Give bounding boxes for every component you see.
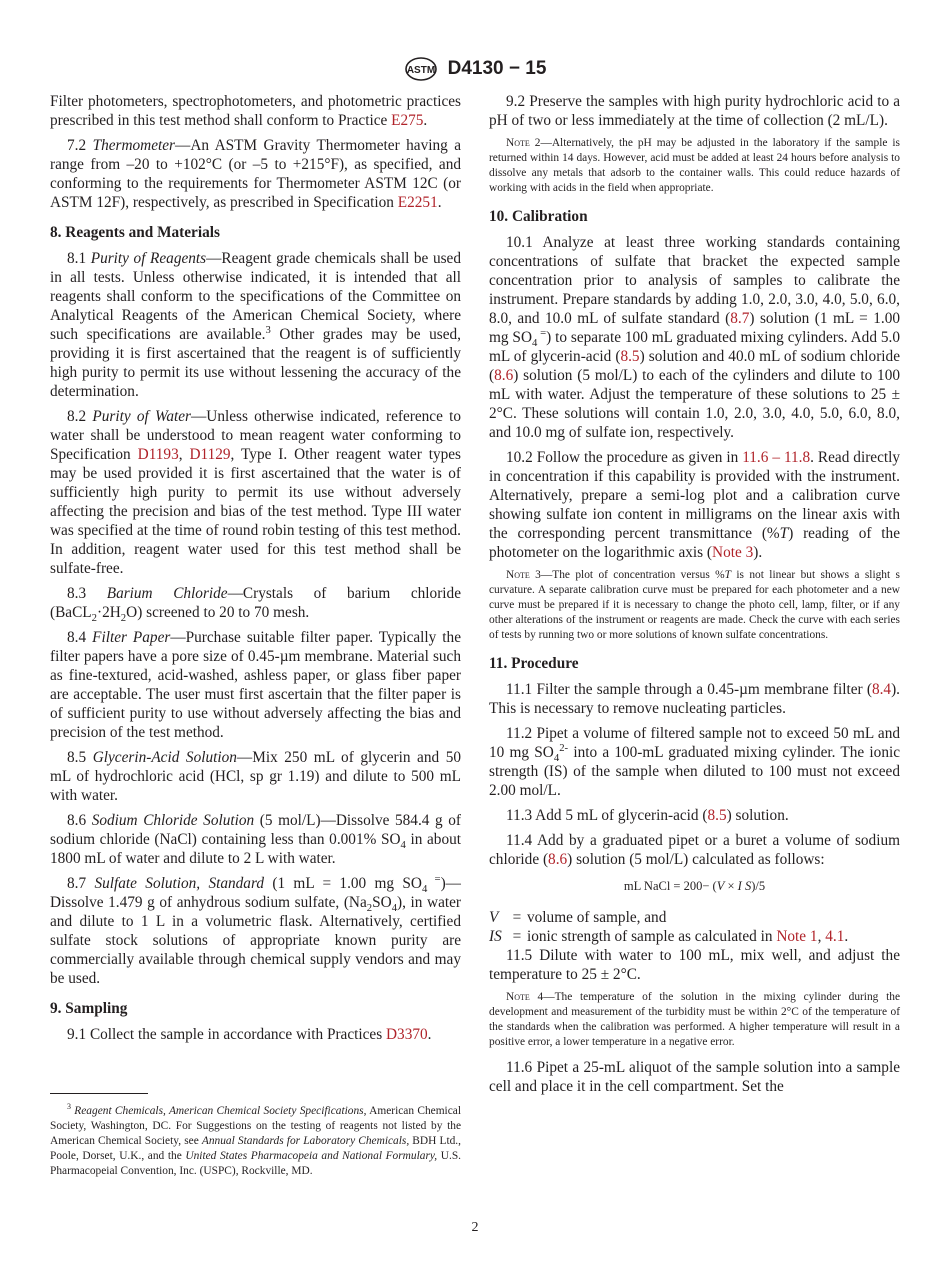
note — [489, 990, 900, 1050]
text-run: 11.5 Dilute with water to 100 mL, mix well, and adjust the temperature to 25 ± 2°C. — [489, 947, 900, 983]
astm-logo-icon — [404, 56, 438, 82]
paragraph — [50, 748, 461, 805]
document-designation: D4130 − 15 — [447, 58, 547, 79]
text-run: volume of sample, and — [527, 909, 667, 926]
page-number: 2 — [471, 1220, 479, 1235]
text-run: 10.2 Follow the procedure as given in — [506, 449, 743, 466]
text-run: 11.1 Filter the sample through a 0.45-µm membrane filter ( — [506, 681, 872, 698]
text-run: )/5 — [751, 879, 766, 893]
text-run: ) solution (5 mol/L) to each of the cylinders and dilute to 100 mL with water. Adjust the temperature of these solutions to 25 ± 2°C. These solutions will contain 1.0, 2.0, 3.0, 4.0, 5.0, 6.0, 8.0, and 10.0 mg of sulfate ion, respectively. — [489, 367, 900, 441]
note-label: Note 3 — [506, 569, 541, 581]
italic-text: Barium Chloride — [106, 585, 228, 602]
text-run: 10. Calibration — [489, 208, 588, 225]
text-run: —Purchase suitable filter paper. Typically the filter papers have a pore size of 0.45-µm membrane. Material such as fine-textured, acid-washed, ashless paper, or glass fiber paper are acceptable. The user must first ascertain that the filter paper is of sufficient purity to use without adversely affecting the bias and precision of the test method. — [50, 629, 461, 741]
superscript: 2- — [559, 741, 569, 754]
text-run: —An ASTM Gravity Thermometer having a range from –20 to +102°C (or –5 to +215°F), as specified, and conforming to the requirements for Thermometer ASTM 12C (or ASTM 12F), respectively, as prescribed in Specification — [50, 137, 462, 211]
superscript: = — [537, 326, 547, 339]
text-run: ) solution. — [726, 807, 789, 824]
text-run: 9.2 Preserve the samples with high purity hydrochloric acid to a pH of two or less immediately at the time of collection (2 mL/L). — [489, 93, 900, 129]
text-run: 8.6 — [67, 812, 92, 829]
variable-definition — [489, 927, 900, 946]
paragraph — [489, 680, 900, 718]
italic-text: Purity of Reagents — [90, 250, 207, 267]
cross-reference-link[interactable]: D3370 — [386, 1026, 428, 1043]
italic-text: Purity of Water — [92, 408, 191, 425]
italic-text: T — [779, 525, 789, 542]
text-run: . — [423, 112, 428, 129]
note-label: Note 2 — [506, 137, 541, 149]
text-run: . — [844, 928, 849, 945]
section-heading — [489, 654, 900, 673]
italic-text: I S — [737, 879, 752, 893]
cross-reference-link[interactable]: 8.5 — [707, 807, 727, 824]
cross-reference-link[interactable]: 11.6 – 11.8 — [742, 449, 811, 466]
paragraph — [489, 946, 900, 984]
svg-text:ASTM: ASTM — [406, 65, 435, 76]
cross-reference-link[interactable]: 8.6 — [494, 367, 514, 384]
text-run: ) solution and 40.0 mL of sodium chloride ( — [489, 348, 900, 384]
section-heading — [489, 207, 900, 226]
text-run: —Mix 250 mL of glycerin and 50 mL of hydrochloric acid (HCl, sp gr 1.19) and dilute to 500 mL with water. — [50, 749, 462, 804]
paragraph — [489, 806, 900, 825]
italic-text: Glycerin-Acid Solution — [92, 749, 237, 766]
superscript: = — [427, 872, 441, 885]
text-run: 9.1 Collect the sample in accordance with Practices — [67, 1026, 386, 1043]
text-run: ) solution (1 mL = 1.00 mg SO — [489, 310, 900, 346]
text-run: ) reading of the photometer on the logarithmic axis ( — [489, 525, 900, 561]
subscript: 4 — [421, 883, 428, 896]
page-header — [0, 56, 950, 82]
cross-reference-link[interactable]: D1193 — [137, 446, 179, 463]
text-run: 11.2 Pipet a volume of filtered sample not to exceed 50 mL and 10 mg SO — [489, 725, 900, 761]
paragraph — [489, 724, 900, 800]
cross-reference-link[interactable]: 8.4 — [871, 681, 892, 698]
left-column — [50, 92, 461, 1050]
italic-text: United States Pharmacopeia and National Formulary, — [185, 1150, 438, 1162]
paragraph — [50, 628, 461, 742]
text-run: , Type I. Other reagent water types may be used provided it is first ascertained that the water is of sufficiently high purity to permit its use without adversely affecting the precision and bias of the test method. Type III water was specified at the time of round robin testing of this test method. In addition, reagent water used for this test method shall be sulfate-free. — [50, 446, 462, 577]
italic-text: Reagent Chemicals, American Chemical Society Specifications — [74, 1105, 364, 1117]
italic-text: Thermometer — [92, 137, 176, 154]
text-run: —Reagent grade chemicals shall be used in all tests. Unless otherwise indicated, it is intended that all reagents shall conform to the specifications of the Committee on Analytical Reagents of the American Chemical Society, where such specifications are available. — [50, 250, 461, 343]
text-run: . — [427, 1026, 432, 1043]
footnote — [50, 1093, 461, 1179]
italic-text: Sodium Chloride Solution — [91, 812, 255, 829]
paragraph — [489, 233, 900, 442]
text-run: )—Dissolve 1.479 g of anhydrous sodium sulfate, (Na — [50, 875, 461, 911]
text-run: 8. Reagents and Materials — [50, 224, 220, 241]
paragraph — [50, 811, 461, 868]
subscript: 4 — [553, 752, 560, 765]
variable-symbol: V — [489, 909, 499, 926]
text-run: . Read directly in concentration if this capability is provided with the instrument. Alternatively, prepare a semi-log plot and a calibration curve showing sulfate ion content in milligrams on the linear axis with the corresponding percent transmittance (% — [489, 449, 901, 542]
definition-text — [527, 927, 900, 946]
text-run: 8.5 — [67, 749, 93, 766]
variable-symbol: IS — [489, 928, 502, 945]
text-run: 7.2 — [67, 137, 93, 154]
text-run: 11. Procedure — [489, 655, 579, 672]
text-run: (5 mol/L)—Dissolve 584.4 g of sodium chloride (NaCl) containing less than 0.001% SO — [50, 812, 461, 848]
subscript: 2 — [120, 612, 127, 625]
paragraph — [50, 584, 461, 625]
text-run: mL NaCl = 200− ( — [623, 879, 717, 893]
text-run: —Unless otherwise indicated, reference to water shall be understood to mean reagent water conforming to Specification — [50, 408, 461, 463]
subscript: 4 — [391, 902, 398, 915]
text-run: —Crystals of barium chloride (BaCL — [50, 585, 461, 621]
text-run: 11.4 Add by a graduated pipet or a buret a volume of sodium chloride ( — [489, 832, 900, 868]
cross-reference-link[interactable]: E275 — [391, 112, 424, 129]
text-run: in about 1800 mL of water and dilute to 2 L with water. — [50, 831, 461, 867]
cross-reference-link[interactable]: D1129 — [189, 446, 231, 463]
text-run: O) screened to 20 to 70 mesh. — [126, 604, 310, 621]
text-run: 8.7 — [67, 875, 95, 892]
subscript: 4 — [532, 337, 538, 350]
text-run: ). This is necessary to remove nucleating particles. — [489, 681, 900, 717]
text-run: ) solution (5 mol/L) calculated as follows: — [567, 851, 825, 868]
text-run: ·2H — [97, 604, 121, 621]
text-run: Filter photometers, spectrophotometers, and photometric practices prescribed in this test method shall conform to Practice — [50, 93, 461, 129]
paragraph — [489, 831, 900, 869]
text-run: , American Chemical Society, Washington, DC. For Suggestions on the testing of reagents not listed by the American Chemical Society, see — [50, 1105, 461, 1147]
text-run: (1 mL = 1.00 mg SO — [264, 875, 422, 892]
text-run: 11.3 Add 5 mL of glycerin-acid ( — [506, 807, 708, 824]
text-run: × — [724, 879, 738, 893]
text-run: ) to separate 100 mL graduated mixing cylinders. Add 5.0 mL of glycerin-acid ( — [489, 329, 900, 365]
text-run: is not linear but shows a slight s curvature. A separate calibration curve must be prepared for each photometer and a new curve must be prepared if it is necessary to change the photo cell, lamp, filter, or if any other alterations of the instrument or reagents are made. Check the curve with each series of tests by running two or more solutions of known sulfate concentrations. — [489, 569, 900, 641]
text-run: . — [437, 194, 442, 211]
paragraph — [50, 136, 461, 212]
text-run: 8.4 — [67, 629, 93, 646]
text-run: 10.1 Analyze at least three working standards containing concentrations of sulfate that bracket the expected sample concentration prior to analysis of samples to calibrate the instrument. Prepare standards by adding 1.0, 2.0, 3.0, 4.0, 5.0, 6.0, 8.0, and 10.0 mL of sulfate standard ( — [489, 234, 900, 327]
text-run: U.S. Pharmacopeial Convention, Inc. (USPC), Rockville, MD. — [50, 1150, 462, 1177]
text-run: , — [178, 446, 190, 463]
text-run: Other grades may be used, providing it is first ascertained that the reagent is of sufficiently high purity to permit its use without lessening the accuracy of the determination. — [50, 326, 461, 400]
italic-text: T — [724, 569, 731, 581]
text-run: 9. Sampling — [50, 1000, 128, 1017]
text-run: —Alternatively, the pH may be adjusted in the laboratory if the sample is returned within 14 days. However, acid must be added at least 24 hours before analysis to dissolve any metals that adsorb to the container walls. This could reduce hazards of working with acids in the field when appropriate. — [489, 137, 900, 194]
italic-text: Filter Paper — [92, 629, 171, 646]
cross-reference-link[interactable]: 8.6 — [548, 851, 568, 868]
footnote-rule — [50, 1093, 148, 1094]
text-run: 8.3 — [67, 585, 107, 602]
superscript: 3 — [265, 323, 271, 336]
cross-reference-link[interactable]: E2251 — [397, 194, 438, 211]
cross-reference-link[interactable]: Note 1 — [776, 928, 818, 945]
paragraph — [50, 249, 461, 401]
subscript: 2 — [91, 612, 97, 625]
note — [489, 136, 900, 196]
text-run: 8.1 — [67, 250, 91, 267]
variable-definition — [489, 908, 900, 927]
equals-sign: = — [512, 928, 522, 945]
equation — [489, 877, 900, 896]
italic-text: Sulfate Solution, Standard — [94, 875, 264, 892]
paragraph — [50, 1025, 461, 1044]
subscript: 2 — [366, 902, 373, 915]
superscript: 3 — [67, 1102, 71, 1112]
text-run: BDH Ltd., Poole, Dorset, U.K., and the — [50, 1135, 461, 1162]
section-heading — [50, 223, 461, 242]
text-run: 11.6 Pipet a 25-mL aliquot of the sample solution into a sample cell and place it in the cell compartment. Set the — [489, 1059, 900, 1095]
cross-reference-link[interactable]: 8.5 — [620, 348, 640, 365]
cross-reference-link[interactable]: 4.1 — [825, 928, 845, 945]
text-run: 8.2 — [67, 408, 93, 425]
paragraph — [50, 874, 461, 988]
text-run: —The temperature of the solution in the mixing cylinder during the development and measurement of the turbidity must be within 2°C of the temperature of the standards when the calibration was performed. A higher temperature will result in a positive error, a lower temperature in a negative error. — [489, 991, 900, 1048]
text-run: into a 100-mL graduated mixing cylinder. The ionic strength (IS) of the sample when diluted to 100 must not exceed 2.00 mol/L. — [489, 744, 901, 799]
section-heading — [50, 999, 461, 1018]
text-run: ionic strength of sample as calculated in — [527, 928, 777, 945]
text-run: , — [817, 928, 826, 945]
text-run: ). — [753, 544, 763, 561]
paragraph — [489, 448, 900, 562]
equals-sign: = — [512, 909, 522, 926]
cross-reference-link[interactable]: 8.7 — [730, 310, 750, 327]
note-label: Note 4 — [506, 991, 544, 1003]
italic-text: V — [716, 879, 725, 893]
paragraph — [50, 92, 461, 130]
note — [489, 568, 900, 643]
paragraph — [50, 407, 461, 578]
text-run: SO — [372, 894, 392, 911]
italic-text: Annual Standards for Laboratory Chemicals, — [201, 1135, 410, 1147]
right-column — [489, 92, 900, 1102]
text-run: ), in water and dilute to 1 L in a volumetric flask. Alternatively, certified sulfate stock solutions of appropriate known purity are commercially available through chemical supply vendors and may be used. — [50, 894, 462, 987]
text-run: —The plot of concentration versus % — [540, 569, 725, 581]
cross-reference-link[interactable]: Note 3 — [712, 544, 754, 561]
paragraph — [489, 92, 900, 130]
subscript: 4 — [400, 839, 406, 852]
footnote-text — [50, 1104, 461, 1179]
paragraph — [489, 1058, 900, 1096]
definition-text — [527, 908, 900, 927]
